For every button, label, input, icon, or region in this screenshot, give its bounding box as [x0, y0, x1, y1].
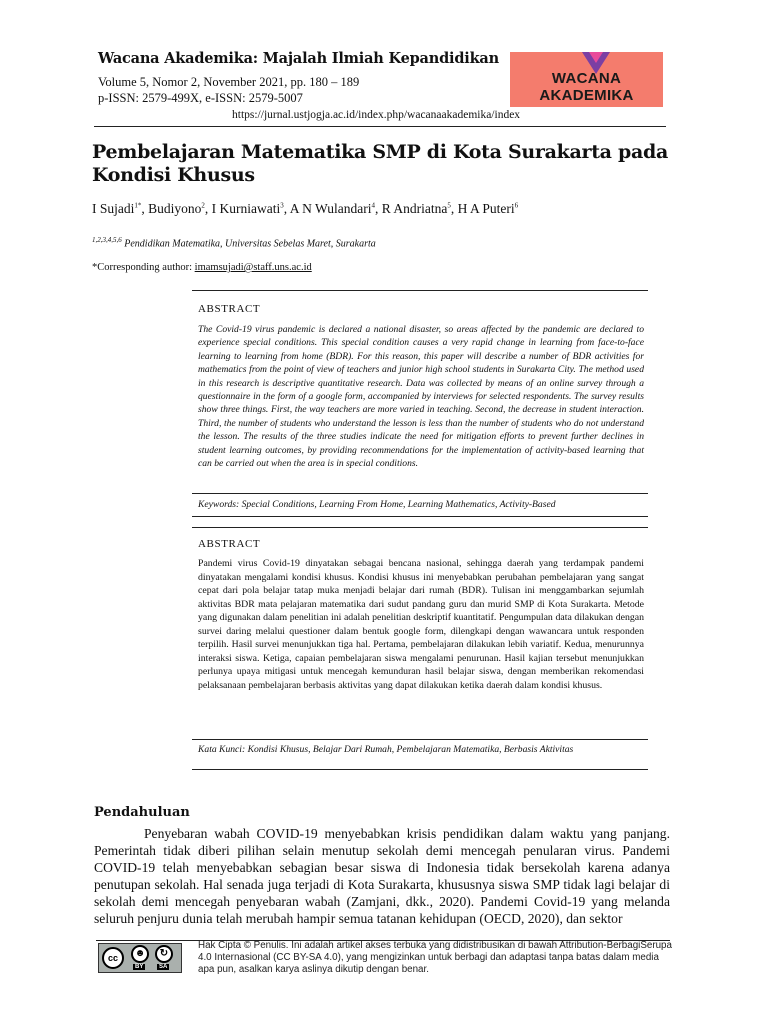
abstract-id-keywords-rule: [192, 739, 648, 740]
logo-text-line2: AKADEMIKA: [539, 87, 634, 104]
by-person-icon: ☻: [131, 945, 149, 963]
cc-icon: cc: [102, 947, 124, 969]
sa-share-icon: ↻: [155, 945, 173, 963]
author-sup: 2: [201, 201, 205, 210]
author-name: A N Wulandari: [289, 201, 372, 216]
article-title: Pembelajaran Matematika SMP di Kota Surakarta pada Kondisi Khusus: [92, 141, 668, 186]
abstract-id-heading: ABSTRACT: [198, 538, 261, 550]
sa-label: SA: [159, 964, 168, 970]
author-name: R Andriatna: [381, 201, 448, 216]
abstract-en-text: The Covid-19 virus pandemic is declared a national disaster, so areas affected by the pandemic are declared to experience special conditions. This special condition causes a very rapid change in learning from face-to-face learning to learning from home (BDR). For this reason, this paper will describe a number of BDR activities for mathematics from the point of view of teachers and junior high school students in Surakarta City. The method used in this research is descriptive quantitative research. Data was collected by means of an online survey through a questionnaire in the form of a google form, accompanied by interviews for selected respondents. The survey results show three things. First, the way teachers are more varied in teaching. Second, the decrease in student interaction. Third, the number of students who understand the lesson is less than the number of students who do not understand the lesson. The results of the three studies indicate the need for mitigation efforts to prevent further declines in student learning outcomes, by providing recommendations for the implementation of activity-based learning that can be carried out when the area is in special conditions.: [198, 324, 644, 470]
author-name: I Sujadi: [92, 201, 135, 216]
author-sup: 1*: [134, 201, 142, 210]
abstract-id-text: Pandemi virus Covid-19 dinyatakan sebagai bencana nasional, sehingga daerah yang terdampak pandemi dinyatakan mengalami kondisi khusus. Kondisi khusus ini menyebabkan perubahan pembelajaran yang sangat cepat dari pola belajar tatap muka menjadi belajar dari rumah (BDR). Tulisan ini menggambarkan sejumlah aktivitas BDR mata pelajaran matematika dari sudut pandang guru dan murid SMP di Kota Surakarta. Metode yang digunakan dalam penelitian ini adalah penelitian deskriptif kuantitatif. Pengumpulan data dilakukan dengan survei daring melalui questioner dalam bentuk google form, dilengkapi dengan wawancara untuk responden terpilih. Hasil survei menunjukkan tiga hal. Pertama, pembelajaran dilakukan lebih variatif. Kedua, menurunnya interaksi siswa. Ketiga, capaian pembelajaran siswa mengalami penurunan. Hasil kajian tersebut menunjukkan perlunya upaya mitigasi untuk mencegah kemunduran hasil belajar siswa, dengan memberikan rekomendasi pelaksanaan pembelajaran berbasis aktivitas yang dapat dilakukan ketika daerah dalam kondisi khusus.: [198, 558, 644, 691]
author-name: Budiyono: [148, 201, 202, 216]
author-sup: 3: [280, 201, 284, 210]
logo-inner-triangle-icon: [589, 52, 603, 63]
by-label: BY: [135, 964, 144, 970]
intro-paragraph: Penyebaran wabah COVID-19 menyebabkan krisis pendidikan dalam waktu yang panjang. Pemerintah tidak diberi pilihan selain menutup sekolah demi mencegah penularan virus. Pandemi COVID-19 telah menyebabkan sebagian besar siswa di Indonesia tidak bersekolah karena adanya penutupan sekolah. Hal senada juga terjadi di Kota Surakarta, khususnya siswa SMP tidak lagi belajar di sekolah demi mencegah penyebaran wabah (Zamjani, dkk., 2020). Pandemi Covid-19 yang melanda seluruh penjuru dunia telah merubah hampir semua tatanan kehidupan (OECD, 2020), dan sektor: [94, 826, 670, 926]
abstract-en-keywords-rule: [192, 493, 648, 494]
author-list: I Sujadi$^{1*}$, Budiyono$^2$, I Kurniawati$^3$, A N Wulandari$^4$, R Andriatna$^5$, H A Puteri$^6$: [92, 201, 519, 216]
keywords-id: Kata Kunci: Kondisi Khusus, Belajar Dari Rumah, Pembelajaran Matematika, Berbasis Aktivitas: [198, 744, 574, 755]
abstract-en-heading: ABSTRACT: [198, 303, 261, 315]
abstract-en-top-rule: [192, 290, 648, 291]
author-sup: 5: [447, 201, 451, 210]
license-text: Hak Cipta © Penulis. Ini adalah artikel akses terbuka yang didistribusikan di bawah Attribution-BerbagiSerupa 4.0 Internasional (CC BY-SA 4.0), yang mengizinkan untuk berbagi dan adaptasi tanpa batas dalam media apa pun, asalkan karya aslinya dikutip dengan benar.: [198, 940, 672, 975]
affiliation: [92, 236, 376, 249]
corresponding-label: *Corresponding author:: [92, 262, 195, 273]
journal-url-link[interactable]: https://jurnal.ustjogja.ac.id/index.php/wacanaakademika/index: [232, 109, 521, 121]
keywords-en: Keywords: Special Conditions, Learning From Home, Learning Mathematics, Activity-Based: [198, 499, 556, 510]
author-sup: 6: [514, 201, 519, 210]
volume-line: Volume 5, Nomor 2, November 2021, pp. 180 – 189: [98, 75, 360, 89]
affiliation-sup: 1,2,3,4,5,6: [92, 236, 122, 244]
logo-text-line1: WACANA: [551, 70, 622, 87]
journal-logo: [510, 52, 663, 107]
intro-body: [94, 825, 670, 927]
abstract-en-bottom-rule: [192, 516, 648, 517]
header-divider: [94, 126, 666, 127]
journal-name: Wacana Akademika: Majalah Ilmiah Kepandidikan: [98, 50, 499, 67]
cc-by-sa-badge[interactable]: [98, 943, 182, 973]
corresponding-email-link[interactable]: imamsujadi@staff.uns.ac.id: [194, 262, 312, 273]
section-heading-intro: Pendahuluan: [94, 805, 190, 820]
issn-line: p-ISSN: 2579-499X, e-ISSN: 2579-5007: [98, 91, 303, 105]
author-name: I Kurniawati: [211, 201, 281, 216]
author-name: H A Puteri: [457, 201, 515, 216]
abstract-id-bottom-rule: [192, 769, 648, 770]
abstract-id-top-rule: [192, 527, 648, 528]
affiliation-text: Pendidikan Matematika, Universitas Sebelas Maret, Surakarta: [124, 238, 376, 250]
author-sup: 4: [371, 201, 375, 210]
corresponding-author: [92, 262, 312, 273]
